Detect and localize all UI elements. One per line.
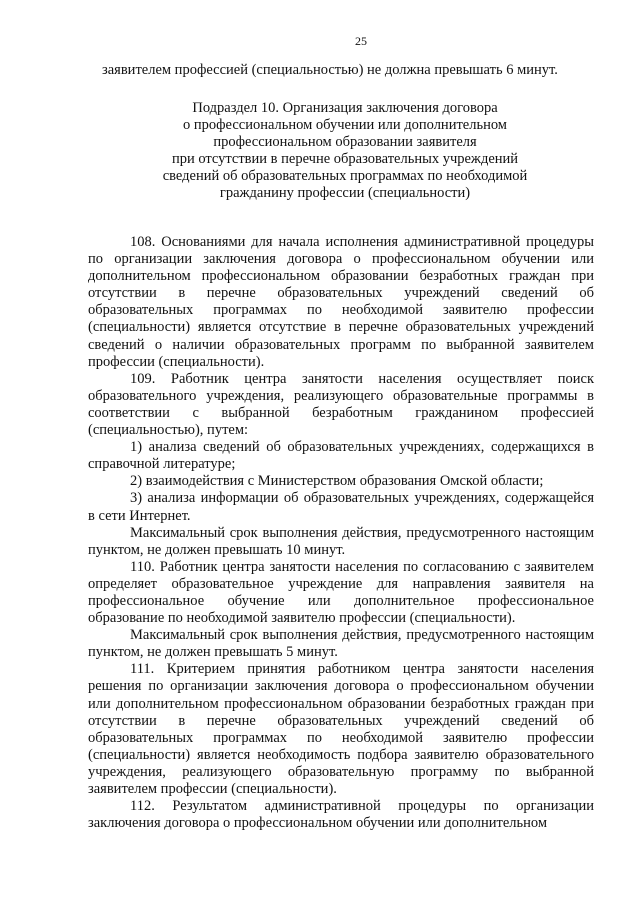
paragraph-108: 108. Основаниями для начала исполнения административной процедуры по организации заключения договора о профессиональном обучении или дополнительном профессиональном образовании безработных граждан при отсутствии в перечне образовательных учреждений сведений об образовательных программах по необходимой заявителю профессии (специальности) является отсутствие в перечне образовательных учреждений сведений о наличии образовательных программ по выбранной заявителем профессии (специальности). xyxy=(88,234,594,370)
page-number: 25 xyxy=(355,34,367,48)
paragraph-109: 109. Работник центра занятости населения осуществляет поиск образовательного учреждения, реализующего образовательные программы в соответствии с выбранной безработным гражданином профессией (специальностью), путем: xyxy=(88,370,594,439)
heading-line: сведений об образовательных программах по необходимой xyxy=(162,168,528,184)
heading-line: при отсутствии в перечне образовательных учреждений xyxy=(171,151,519,167)
heading-line: гражданину профессии (специальности) xyxy=(219,185,471,201)
subsection-heading xyxy=(88,100,594,202)
heading-line: Подраздел 10. Организация заключения договора xyxy=(192,100,498,116)
list-item: 3) анализа информации об образовательных учреждениях, содержащейся в сети Интернет. xyxy=(88,490,594,524)
document-body xyxy=(88,234,594,832)
paragraph-112: 112. Результатом административной процедуры по организации заключения договора о профессиональном обучении или дополнительном xyxy=(88,798,594,832)
paragraph-max-time: Максимальный срок выполнения действия, предусмотренного настоящим пунктом, не должен превышать 5 минут. xyxy=(88,627,594,661)
heading-line: о профессиональном обучении или дополнительном xyxy=(183,117,507,133)
list-item: 1) анализа сведений об образовательных учреждениях, содержащихся в справочной литературе; xyxy=(88,439,594,473)
paragraph-110: 110. Работник центра занятости населения по согласованию с заявителем определяет образовательное учреждение для направления заявителя на профессиональное обучение или дополнительное профессиональное образование по необходимой заявителю профессии (специальности). xyxy=(88,558,594,627)
heading-line: профессиональном образовании заявителя xyxy=(213,134,477,150)
lead-line: заявителем профессией (специальностью) не должна превышать 6 минут. xyxy=(102,62,558,78)
paragraph-max-time: Максимальный срок выполнения действия, предусмотренного настоящим пунктом, не должен превышать 10 минут. xyxy=(88,524,594,558)
list-item: 2) взаимодействия с Министерством образования Омской области; xyxy=(130,473,544,490)
paragraph-111: 111. Критерием принятия работником центра занятости населения решения по организации заключения договора о профессиональном обучении или дополнительном профессиональном образовании безработных граждан при отсутствии в перечне образовательных учреждений сведений об образовательных программах по необходимой заявителю профессии (специальности) является необходимость подбора заявителю образовательного учреждения, реализующего образовательную программу по выбранной заявителем профессии (специальности). xyxy=(88,661,594,797)
